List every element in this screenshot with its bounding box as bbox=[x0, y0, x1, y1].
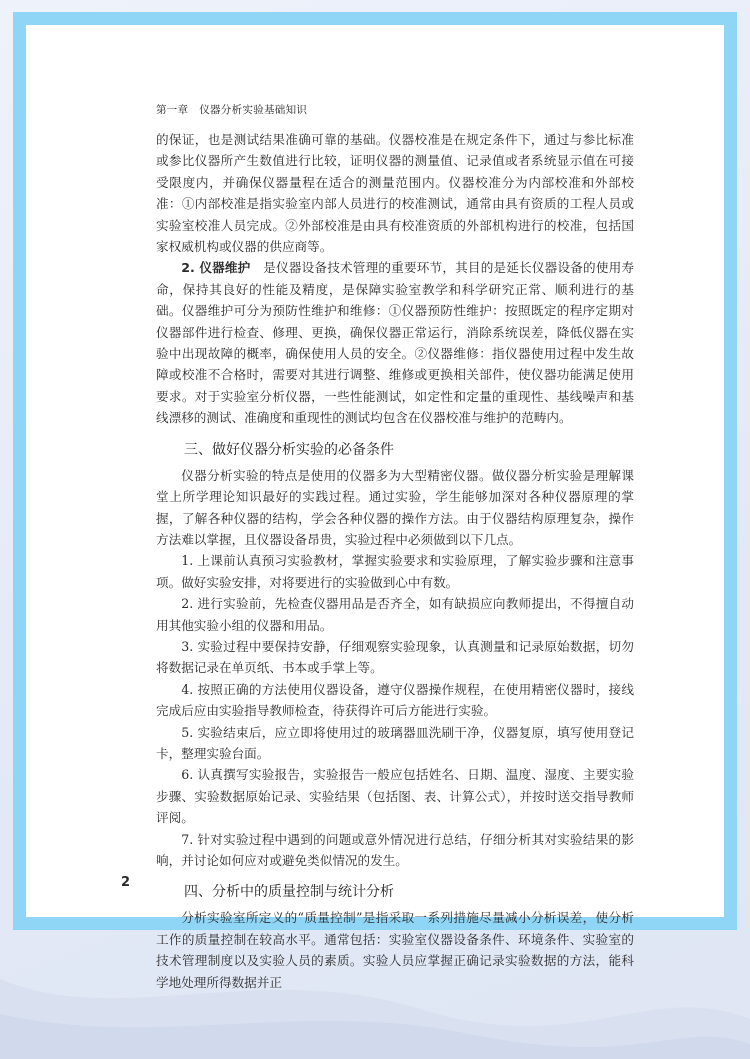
paragraph-calibration: 的保证，也是测试结果准确可靠的基础。仪器校准是在规定条件下，通过与参比标准或参比仪器所产生数值进行比较，证明仪器的测量值、记录值或者系统显示值在可接受限度内，并确保仪器量程在适合的测量范围内。仪器校准分为内部校准和外部校准：①内部校准是指实验室内部人员进行的校准测试，通常由具有资质的工程人员或实验室校准人员完成。②外部校准是由具有校准资质的外部机构进行的校准，包括国家权威机构或仪器的供应商等。 bbox=[156, 132, 634, 255]
list-item-5: 5. 实验结束后，应立即将使用过的玻璃器皿洗刷干净，仪器复原，填写使用登记卡，整理实验台面。 bbox=[156, 724, 634, 761]
list-item-3: 3. 实验过程中要保持安静，仔细观察实验现象，认真测量和记录原始数据，切勿将数据记录在单页纸、书本或手掌上等。 bbox=[156, 638, 634, 676]
maintenance-body: 是仪器设备技术管理的重要环节，其目的是延长仪器设备的使用寿命，保持其良好的性能及精度，是保障实验室教学和科学研究正常、顺利进行的基础。仪器维护可分为预防性维护和维修：①仪器预防性维护：按照既定的程序定期对仪器部件进行检查、修理、更换，确保仪器正常运行，消除系统误差，降低仪器在实验中出现故障的概率，确保使用人员的安全。②仪器维修：指仪器使用过程中发生故障或校准不合格时，需要对其进行调整、维修或更换相关部件，使仪器功能满足使用要求。对于实验室分析仪器，一些性能测试，如定性和定量的重现性、基线噪声和基线漂移的测试、准确度和重现性的测试均包含在仪器校准与维护的范畴内。 bbox=[156, 260, 635, 426]
section-heading-4: 四、分析中的质量控制与统计分析 bbox=[184, 884, 394, 901]
list-item-4: 4. 按照正确的方法使用仪器设备，遵守仪器操作规程，在使用精密仪器时，接线完成后应由实验指导教师检查，待获得许可后方能进行实验。 bbox=[156, 681, 634, 719]
running-head: 第一章 仪器分析实验基础知识 bbox=[156, 104, 308, 116]
paragraph-quality-control: 分析实验室所定义的“质量控制”是指采取一系列措施尽量减小分析误差，使分析工作的质量控制在较高水平。通常包括：实验室仪器设备条件、环境条件、实验室的技术管理制度以及实验人员的素质。实验人员应掌握正确记录实验数据的方法，能科学地处理所得数据并正 bbox=[156, 910, 634, 990]
list-item-1: 1. 上课前认真预习实验教材，掌握实验要求和实验原理，了解实验步骤和注意事项。做好实验安排，对将要进行的实验做到心中有数。 bbox=[156, 553, 634, 590]
section-heading-3: 三、做好仪器分析实验的必备条件 bbox=[184, 441, 394, 458]
document-page bbox=[26, 25, 724, 990]
paragraph-conditions: 仪器分析实验的特点是使用的仪器多为大型精密仪器。做仪器分析实验是理解课堂上所学理论知识最好的实践过程。通过实验，学生能够加深对各种仪器原理的掌握，了解各种仪器的结构，学会各种仪器的操作方法。由于仪器结构原理复杂，操作方法难以掌握，且仪器设备昂贵，实验过程中必须做到以下几点。 bbox=[156, 467, 634, 547]
page-frame bbox=[13, 12, 737, 990]
page-number: 2 bbox=[121, 875, 131, 890]
list-item-7: 7. 针对实验过程中遇到的问题或意外情况进行总结，仔细分析其对实验结果的影响，并讨论如何应对或避免类似情况的发生。 bbox=[156, 831, 634, 868]
paragraph-maintenance bbox=[156, 257, 634, 428]
list-item-2: 2. 进行实验前，先检查仪器用品是否齐全，如有缺损应向教师提出，不得擅自动用其他实验小组的仪器和用品。 bbox=[156, 596, 634, 633]
maintenance-heading: 2. 仪器维护 bbox=[181, 260, 251, 276]
list-item-6: 6. 认真撰写实验报告，实验报告一般应包括姓名、日期、温度、湿度、主要实验步骤、实验数据原始记录、实验结果（包括图、表、计算公式），并按时送交指导教师评阅。 bbox=[156, 767, 634, 826]
body-text bbox=[156, 129, 634, 993]
